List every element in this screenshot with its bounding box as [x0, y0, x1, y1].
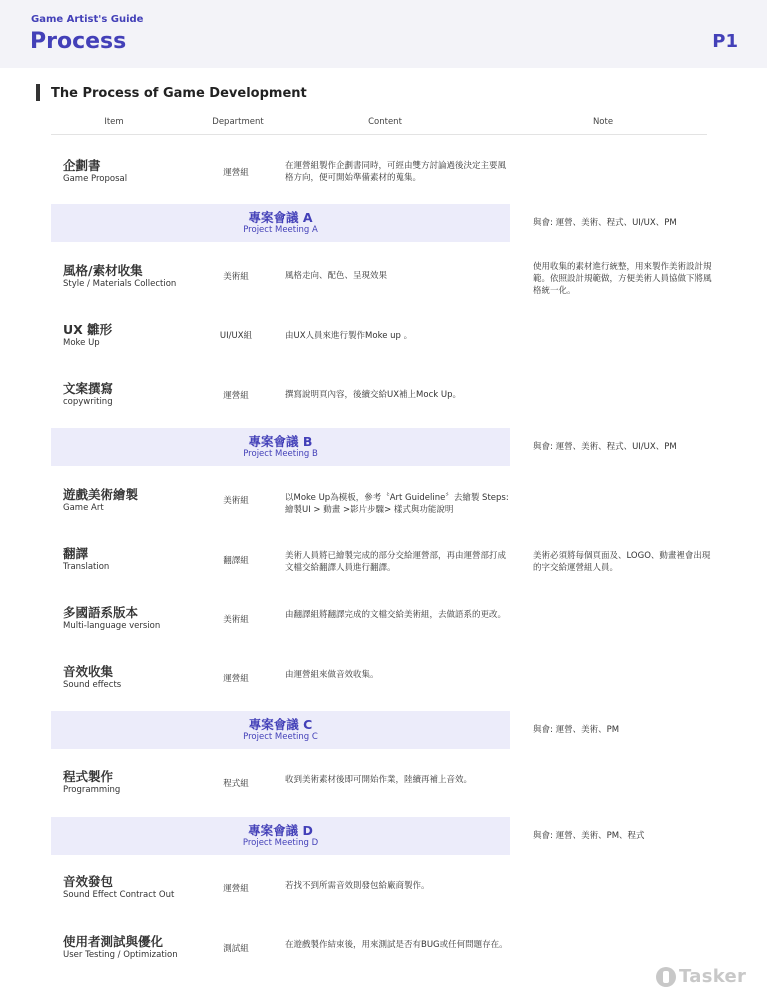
item-title-cn: 音效發包 — [63, 874, 114, 889]
project-meeting-a — [51, 204, 510, 242]
meeting-title-cn: 專案會議 A — [248, 210, 313, 225]
item-title-cn: 程式製作 — [63, 769, 114, 784]
meeting-title-cn: 專案會議 C — [248, 717, 313, 732]
item-style-materials — [51, 251, 185, 302]
meeting-attendees: 與會: 運營、美術、PM、程式 — [533, 831, 645, 841]
item-multi-language — [51, 593, 185, 644]
item-title-en: Translation — [63, 562, 110, 572]
section-marker — [36, 84, 40, 101]
item-title-en: Game Proposal — [63, 174, 128, 184]
item-programming — [51, 757, 185, 808]
item-department: 測試組 — [223, 944, 249, 954]
item-title-cn: 多國語系版本 — [63, 605, 139, 620]
meeting-title-en: Project Meeting B — [243, 449, 318, 459]
item-ux-mockup — [51, 310, 185, 361]
item-game-art — [51, 475, 185, 526]
item-content: 由運營組來做音效收集。 — [285, 670, 379, 680]
item-department: UI/UX組 — [219, 331, 253, 341]
item-note: 使用收集的素材進行統整，用來製作美術設計規範。依照設計規範做，方便美術人員協做下將風格統一化。 — [533, 262, 712, 296]
page-header — [0, 0, 767, 68]
item-department: 美術組 — [223, 496, 249, 506]
item-title-en: Sound effects — [63, 680, 122, 690]
column-header-content: Content — [368, 117, 402, 127]
item-sound-contract-out — [51, 862, 185, 913]
tasker-logo-icon — [656, 967, 676, 987]
item-user-testing — [51, 922, 185, 973]
item-department: 程式組 — [223, 779, 249, 789]
item-title-en: User Testing / Optimization — [63, 950, 178, 960]
meeting-title-en: Project Meeting A — [243, 225, 318, 235]
item-note: 美術必須將每個頁面及、LOGO、動畫裡會出現的字交給運營組人員。 — [533, 551, 711, 573]
item-title-en: Game Art — [63, 503, 104, 513]
item-title-en: Programming — [63, 785, 121, 795]
column-header-item: Item — [104, 117, 124, 127]
item-translation — [51, 534, 185, 585]
project-meeting-c — [51, 711, 510, 749]
item-sound-effects — [51, 652, 185, 703]
item-department: 翻譯組 — [223, 556, 249, 566]
section-title: The Process of Game Development — [51, 86, 307, 101]
meeting-title-en: Project Meeting D — [242, 838, 319, 848]
project-meeting-d — [51, 817, 510, 855]
meeting-attendees: 與會: 運營、美術、程式、UI/UX、PM — [533, 442, 677, 452]
tasker-logo — [656, 966, 746, 987]
meeting-attendees: 與會: 運營、美術、程式、UI/UX、PM — [533, 218, 677, 228]
item-content: 若找不到所需音效則發包給廠商製作。 — [285, 881, 430, 891]
column-header-note: Note — [592, 117, 614, 127]
tasker-logo-text: Tasker — [679, 966, 747, 987]
page-number: P1 — [712, 31, 738, 52]
item-content: 在遊戲製作結束後，用來測試是否有BUG或任何問題存在。 — [285, 940, 508, 950]
item-title-en: copywriting — [63, 397, 113, 407]
item-title-cn: 遊戲美術繪製 — [63, 487, 139, 502]
item-title-cn: 使用者測試與優化 — [63, 934, 164, 949]
meeting-title-cn: 專案會議 B — [248, 434, 313, 449]
item-title-cn: 企劃書 — [63, 158, 101, 173]
item-content: 以Moke Up為模板，參考〝Art Guideline〞去繪製 Steps: 繪製UI > 動畫 >影片步驟> 樣式與功能說明 — [285, 493, 509, 515]
item-content: 美術人員將已繪製完成的部分交給運營部，再由運營部打成文檔交給翻譯人員進行翻譯。 — [285, 551, 507, 573]
guide-kicker: Game Artist's Guide — [31, 14, 144, 25]
item-department: 運營組 — [223, 674, 249, 684]
meeting-title-cn: 專案會議 D — [248, 823, 313, 838]
item-department: 運營組 — [223, 168, 249, 178]
item-content: 風格走向、配色、呈現效果 — [285, 271, 388, 281]
item-title-en: Sound Effect Contract Out — [63, 890, 175, 900]
item-title-en: Moke Up — [63, 338, 100, 348]
item-content: 收到美術素材後即可開始作業，陸續再補上音效。 — [285, 775, 473, 785]
header-divider — [51, 134, 707, 135]
item-title-en: Multi-language version — [63, 621, 161, 631]
item-content: 在運營組製作企劃書同時，可經由雙方討論過後決定主要風格方向，便可開始準備素材的蒐集。 — [285, 161, 507, 183]
column-header-department: Department — [212, 117, 264, 127]
page-title: Process — [30, 29, 127, 54]
item-title-cn: UX 雛形 — [63, 322, 113, 337]
item-copywriting — [51, 369, 185, 420]
item-content: 由UX人員來進行製作Moke up 。 — [285, 331, 413, 341]
item-department: 美術組 — [223, 615, 249, 625]
item-content: 由翻譯組將翻譯完成的文檔交給美術組，去做語系的更改。 — [285, 610, 507, 620]
item-game-proposal — [51, 146, 185, 197]
item-title-cn: 音效收集 — [63, 664, 114, 679]
item-title-cn: 文案撰寫 — [63, 381, 114, 396]
item-content: 撰寫說明頁內容，後續交給UX補上Mock Up。 — [285, 390, 461, 400]
item-title-cn: 翻譯 — [63, 546, 89, 561]
project-meeting-b — [51, 428, 510, 466]
meeting-title-en: Project Meeting C — [243, 732, 318, 742]
item-department: 運營組 — [223, 391, 249, 401]
item-department: 運營組 — [223, 884, 249, 894]
meeting-attendees: 與會: 運營、美術、PM — [533, 725, 620, 735]
item-title-cn: 風格/素材收集 — [63, 263, 143, 278]
item-department: 美術組 — [223, 272, 249, 282]
item-title-en: Style / Materials Collection — [63, 279, 177, 289]
